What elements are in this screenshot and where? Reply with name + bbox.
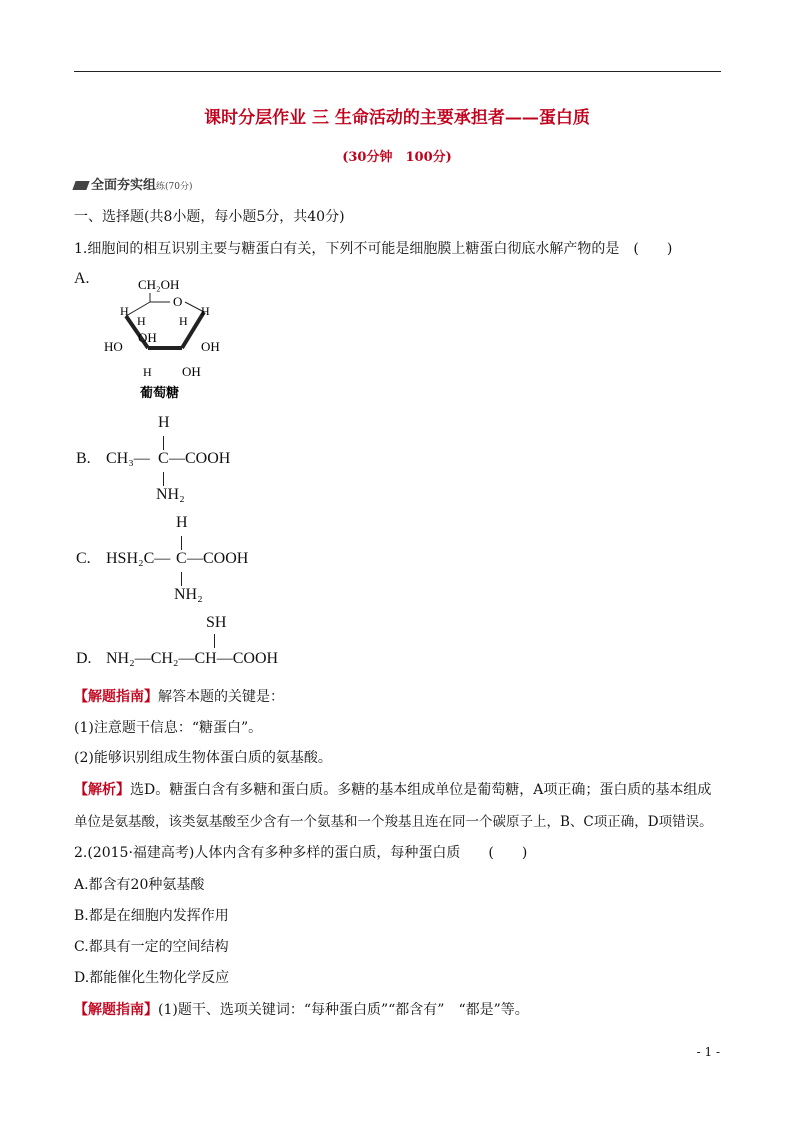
glucose-oh-2: OH: [138, 330, 157, 345]
option-b-top: H: [158, 414, 170, 431]
page-number: - 1 -: [696, 1045, 720, 1059]
q2-stem: 2.(2015·福建高考)人体内含有多种多样的蛋白质，每种蛋白质 ( ): [74, 845, 528, 861]
q1-guide-1: (1)注意题干信息：“糖蛋白”。: [74, 720, 263, 736]
q2-guide-text: (1)题干、选项关键词：“每种蛋白质”“都含有” “都是”等。: [158, 1002, 529, 1018]
q1-guide-tag: 【解题指南】: [74, 689, 158, 705]
glucose-h-4: H: [201, 304, 210, 318]
graduation-cap-icon: [72, 181, 89, 190]
q1-analysis-line2: 单位是氨基酸，该类氨基酸至少含有一个氨基和一个羧基且连在同一个碳原子上，B、C项正确，D项错误。: [74, 814, 713, 830]
glucose-ch2oh: CH₂OH: [138, 277, 180, 292]
q1-analysis: [74, 779, 711, 799]
section-logo-text: 全面夯实组: [91, 178, 157, 193]
option-a-label: A.: [74, 270, 90, 287]
option-c-center: C: [176, 550, 187, 567]
glucose-caption: 葡萄糖: [140, 385, 180, 400]
q2-option-d: D.都能催化生物化学反应: [74, 970, 230, 986]
part1-heading: 一、选择题(共8小题，每小题5分，共40分): [74, 209, 345, 225]
q2-guide: [74, 999, 529, 1019]
option-b-center: C: [158, 450, 169, 467]
q2-option-a: A.都含有20种氨基酸: [74, 877, 205, 893]
glucose-oh-bottom: OH: [182, 364, 201, 379]
option-c-bottom: NH₂: [174, 586, 203, 603]
option-c-top: H: [176, 514, 188, 531]
option-c: [74, 512, 334, 612]
glucose-h-2: H: [137, 314, 146, 328]
glucose-ring-o: O: [173, 294, 183, 309]
q1-guide-text: 解答本题的关键是：: [158, 689, 284, 705]
section-logo: [74, 174, 193, 193]
option-b: [74, 410, 334, 510]
option-c-right: —COOH: [187, 550, 249, 567]
option-c-left: HSH₂C—: [106, 550, 171, 567]
q2-option-c: C.都具有一定的空间结构: [74, 939, 229, 955]
option-d-formula: NH₂—CH₂—CH—COOH: [106, 650, 279, 667]
glucose-structure: [100, 272, 230, 407]
page-subtitle: (30分钟 100分): [342, 150, 452, 165]
option-b-right: —COOH: [169, 450, 231, 467]
glucose-oh-right: OH: [201, 339, 220, 354]
glucose-oh-left: HO: [104, 339, 123, 354]
option-b-bottom: NH₂: [156, 486, 185, 503]
q1-stem: 1.细胞间的相互识别主要与糖蛋白有关，下列不可能是细胞膜上糖蛋白彻底水解产物的是 ( ): [74, 241, 673, 257]
q1-analysis-tag: 【解析】: [74, 782, 130, 798]
glucose-h-bottom: H: [143, 365, 152, 379]
glucose-h-3: H: [179, 314, 188, 328]
q1-analysis-line1: 选D。糖蛋白含有多糖和蛋白质。多糖的基本组成单位是葡萄糖，A项正确；蛋白质的基本组成: [130, 782, 712, 798]
section-logo-sub: 练(70分): [156, 182, 193, 192]
option-d: [74, 612, 334, 672]
glucose-h-1: H: [120, 304, 129, 318]
q1-guide: [74, 686, 284, 706]
header-rule: [74, 71, 721, 72]
option-b-label: B.: [76, 450, 91, 467]
q1-guide-2: (2)能够识别组成生物体蛋白质的氨基酸。: [74, 750, 332, 766]
q2-guide-tag: 【解题指南】: [74, 1002, 158, 1018]
option-d-top: SH: [206, 614, 227, 631]
option-d-label: D.: [76, 650, 92, 667]
option-c-label: C.: [76, 550, 91, 567]
q2-option-b: B.都是在细胞内发挥作用: [74, 908, 229, 924]
page-title: 课时分层作业 三 生命活动的主要承担者——蛋白质: [204, 108, 590, 128]
option-b-left: CH₃—: [106, 450, 150, 467]
